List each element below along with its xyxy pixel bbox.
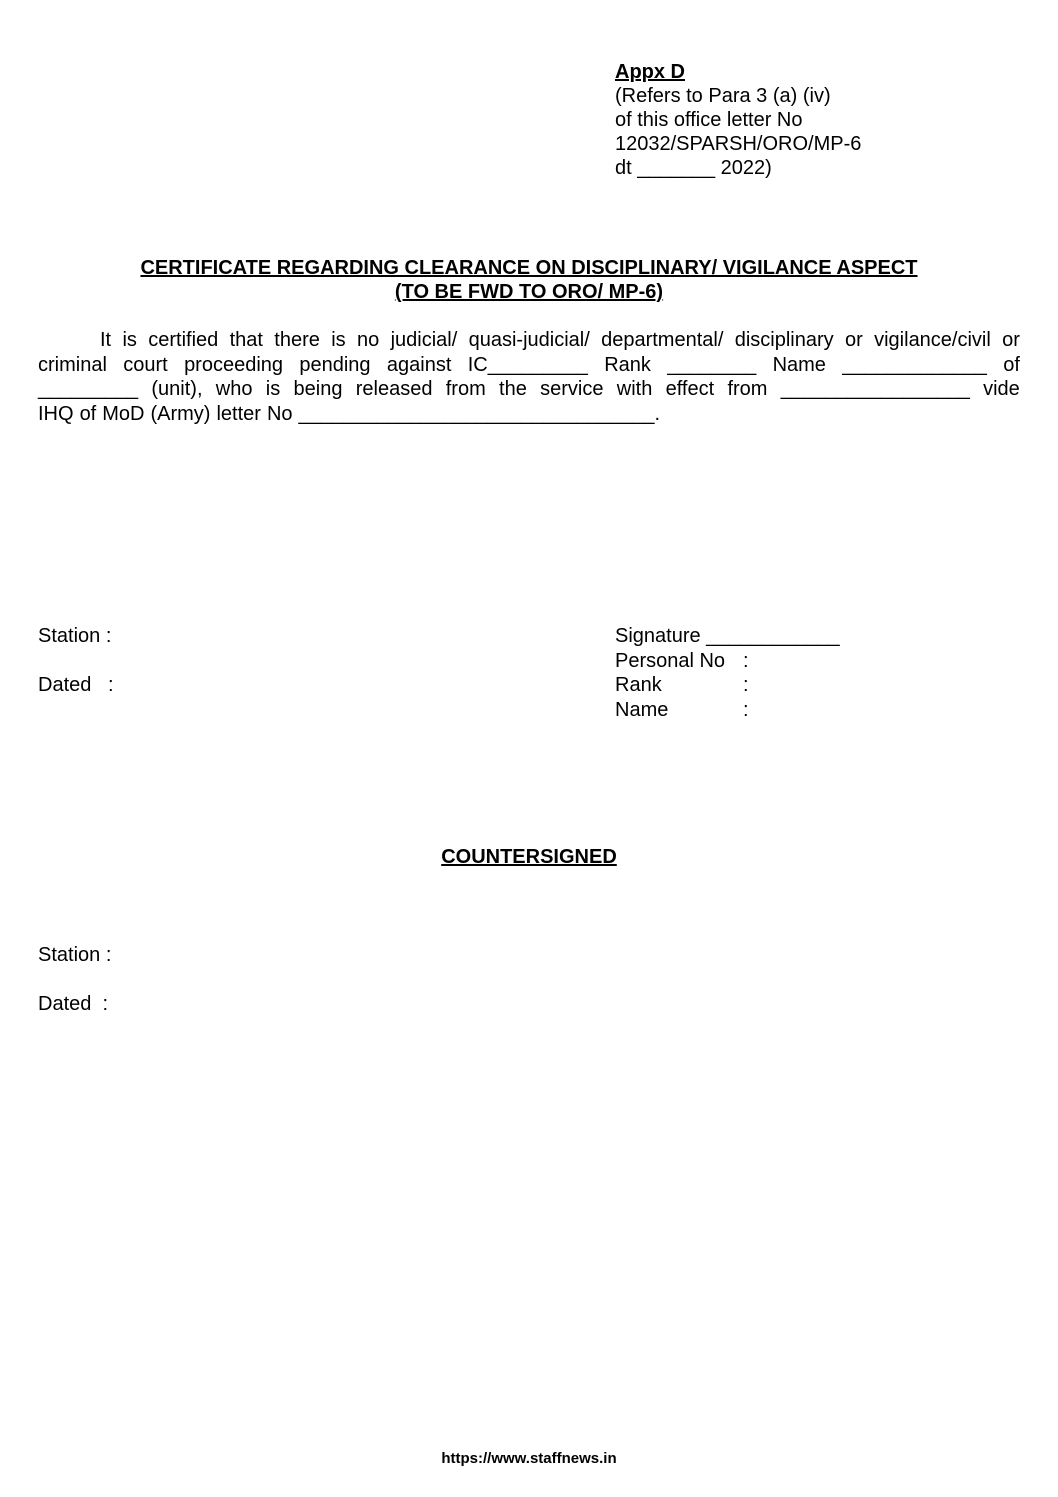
body-word: service xyxy=(540,378,604,400)
body-line-4 xyxy=(38,402,1020,427)
body-word: No xyxy=(266,402,293,425)
appendix-line: 12032/SPARSH/ORO/MP-6 xyxy=(615,133,862,155)
body-word: ________________________________. xyxy=(298,402,661,425)
body-word: judicial/ xyxy=(390,329,458,351)
body-word: (unit), xyxy=(151,378,203,400)
body-word: of xyxy=(1003,353,1020,376)
body-word: or xyxy=(1002,329,1020,351)
body-word: disciplinary xyxy=(734,329,834,351)
body-word: from xyxy=(727,378,768,400)
body-word: criminal xyxy=(38,353,107,376)
body-word: _________________ xyxy=(780,378,970,400)
body-word: letter xyxy=(216,402,261,425)
body-word: no xyxy=(356,329,380,351)
body-word: _____________ xyxy=(842,353,987,376)
body-word: from xyxy=(445,378,486,400)
station-label: Station : xyxy=(38,625,112,647)
appendix-line: (Refers to Para 3 (a) (iv) xyxy=(615,85,831,107)
personal-no-label: Personal No xyxy=(615,650,726,672)
body-word: court xyxy=(123,353,168,376)
name-colon: : xyxy=(743,699,749,721)
body-word: released xyxy=(355,378,433,400)
countersigned-heading: COUNTERSIGNED xyxy=(441,846,617,868)
body-word: is xyxy=(331,329,346,351)
body-word: effect xyxy=(665,378,715,400)
body-line-3 xyxy=(38,377,1020,402)
certificate-body xyxy=(38,328,1020,426)
body-word: the xyxy=(499,378,527,400)
body-word: with xyxy=(616,378,653,400)
body-word: being xyxy=(293,378,343,400)
body-word: against xyxy=(386,353,452,376)
countersigned-dated-label: Dated : xyxy=(38,993,109,1015)
body-word: or xyxy=(844,329,863,351)
appendix-reference xyxy=(615,60,861,180)
body-word: Name xyxy=(772,353,826,376)
body-word: of xyxy=(79,402,97,425)
body-word: who xyxy=(215,378,253,400)
appendix-title: Appx D xyxy=(615,61,685,83)
body-word: MoD xyxy=(102,402,145,425)
body-word: certified xyxy=(148,329,219,351)
body-word: proceeding xyxy=(184,353,284,376)
footer-url: https://www.staffnews.in xyxy=(441,1450,617,1467)
appendix-line: of this office letter No xyxy=(615,109,803,131)
body-word: departmental/ xyxy=(601,329,724,351)
dated-label: Dated : xyxy=(38,674,114,696)
body-word: It xyxy=(100,329,112,351)
body-line-1 xyxy=(38,328,1020,353)
countersigned-station-label: Station : xyxy=(38,944,112,966)
personal-no-colon: : xyxy=(743,650,749,672)
body-word: that xyxy=(229,329,263,351)
body-line-2 xyxy=(38,353,1020,378)
body-word: pending xyxy=(299,353,371,376)
body-word: vide xyxy=(983,378,1020,400)
body-word: _________ xyxy=(38,378,139,400)
body-word: quasi-judicial/ xyxy=(468,329,590,351)
name-label: Name xyxy=(615,699,669,721)
rank-colon: : xyxy=(743,674,749,696)
body-word: IHQ xyxy=(38,402,74,425)
certificate-subheading: (TO BE FWD TO ORO/ MP-6) xyxy=(394,281,664,303)
body-word: IC_________ xyxy=(467,353,588,376)
rank-label: Rank xyxy=(615,674,662,696)
body-word: Rank xyxy=(604,353,651,376)
body-word: is xyxy=(122,329,137,351)
signature-line: Signature ____________ xyxy=(615,625,840,647)
body-word: ________ xyxy=(667,353,757,376)
certificate-heading: CERTIFICATE REGARDING CLEARANCE ON DISCIPLINARY/ VIGILANCE ASPECT xyxy=(140,257,918,279)
body-word: is xyxy=(265,378,281,400)
body-word: (Army) xyxy=(150,402,211,425)
body-word: vigilance/civil xyxy=(874,329,991,351)
appendix-line: dt _______ 2022) xyxy=(615,157,772,179)
body-word: there xyxy=(274,329,320,351)
